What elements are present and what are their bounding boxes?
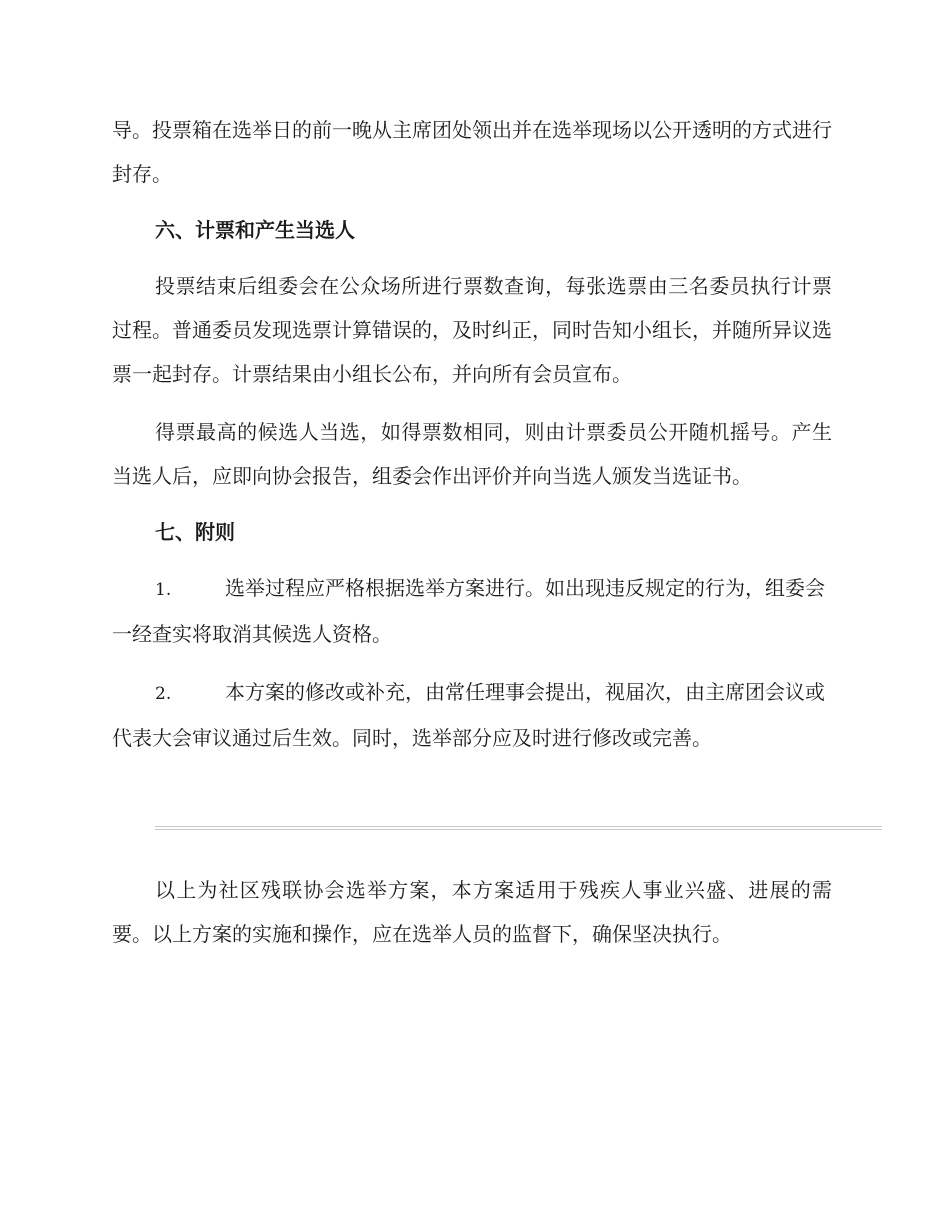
list-item-number: 2. bbox=[155, 684, 172, 704]
horizontal-divider bbox=[155, 826, 882, 830]
paragraph-continuation: 导。投票箱在选举日的前一晚从主席团处领出并在选举现场以公开透明的方式进行封存。 bbox=[112, 118, 832, 186]
paragraph-closing: 以上为社区残联协会选举方案，本方案适用于残疾人事业兴盛、进展的需要。以上方案的实施和操作，应在选举人员的监督下，确保坚决执行。 bbox=[112, 878, 832, 946]
paragraph-winner: 得票最高的候选人当选，如得票数相同，则由计票委员公开随机摇号。产生当选人后，应即向协会报告，组委会作出评价并向当选人颁发当选证书。 bbox=[112, 420, 832, 488]
closing-section bbox=[112, 868, 832, 956]
list-item-text: 选举过程应严格根据选举方案进行。如出现违反规定的行为，组委会一经查实将取消其候选人资格。 bbox=[112, 576, 825, 646]
section-heading-7: 七、附则 bbox=[155, 520, 235, 544]
list-item-text: 本方案的修改或补充，由常任理事会提出，视届次，由主席团会议或代表大会审议通过后生效。同时，选举部分应及时进行修改或完善。 bbox=[112, 680, 825, 750]
section-heading-6: 六、计票和产生当选人 bbox=[155, 218, 355, 242]
list-item-number: 1. bbox=[155, 580, 172, 600]
document-body bbox=[112, 108, 832, 760]
list-item bbox=[112, 670, 832, 760]
list-item bbox=[112, 566, 832, 656]
paragraph-vote-counting: 投票结束后组委会在公众场所进行票数查询，每张选票由三名委员执行计票过程。普通委员发现选票计算错误的，及时纠正，同时告知小组长，并随所异议选票一起封存。计票结果由小组长公布，并向所有会员宣布。 bbox=[112, 274, 832, 386]
